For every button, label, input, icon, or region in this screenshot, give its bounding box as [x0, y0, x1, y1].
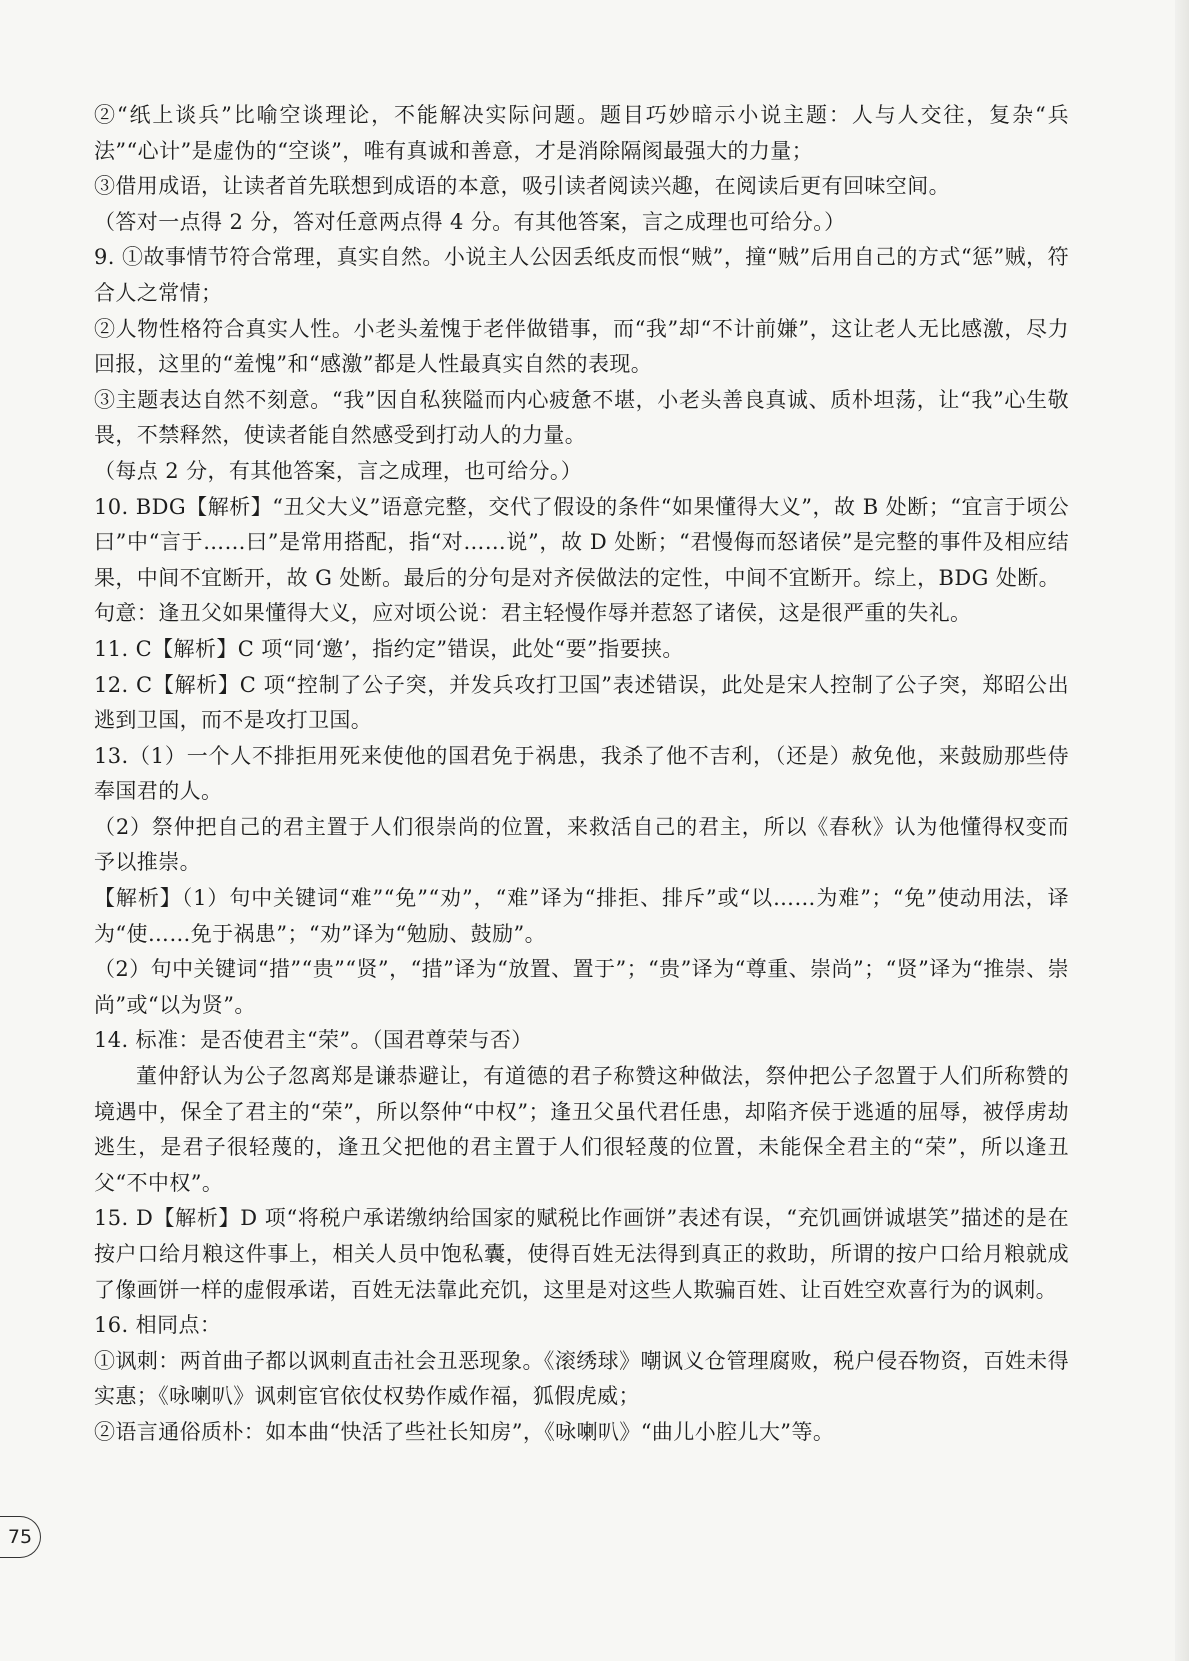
- answer-paragraph: 15. D【解析】D 项“将税户承诺缴纳给国家的赋税比作画饼”表述有误，“充饥画饼诚堪笑”描述的是在按户口给月粮这件事上，相关人员中饱私囊，使得百姓无法得到真正的救助，所谓的按户口给月粮就成了像画饼一样的虚假承诺，百姓无法靠此充饥，这里是对这些人欺骗百姓、让百姓空欢喜行为的讽刺。: [94, 1206, 1069, 1302]
- answer-paragraph: 10. BDG【解析】“丑父大义”语意完整，交代了假设的条件“如果懂得大义”，故 B 处断；“宜言于顷公曰”中“言于……曰”是常用搭配，指“对……说”，故 D 处断；“君慢侮而怒诸侯”是完整的事件及相应结果，中间不宜断开，故 G 处断。最后的分句是对齐侯做法的定性，中间不宜断开。综上，BDG 处断。: [94, 494, 1069, 590]
- answer-paragraph: （2）祭仲把自己的君主置于人们很崇尚的位置，来救活自己的君主，所以《春秋》认为他懂得权变而予以推崇。: [94, 814, 1069, 875]
- answer-paragraph: 董仲舒认为公子忽离郑是谦恭避让，有道德的君子称赞这种做法，祭仲把公子忽置于人们所称赞的境遇中，保全了君主的“荣”，所以祭仲“中权”；逢丑父虽代君任患，却陷齐侯于逃遁的屈辱，被俘虏劫逃生，是君子很轻蔑的，逢丑父把他的君主置于人们很轻蔑的位置，未能保全君主的“荣”，所以逢丑父“不中权”。: [94, 1064, 1069, 1195]
- answer-paragraph: ②语言通俗质朴：如本曲“快活了些社长知房”，《咏喇叭》“曲儿小腔儿大”等。: [94, 1419, 835, 1444]
- answer-paragraph: 12. C【解析】C 项“控制了公子突，并发兵攻打卫国”表述错误，此处是宋人控制了公子突，郑昭公出逃到卫国，而不是攻打卫国。: [94, 672, 1069, 733]
- answer-paragraph: ③主题表达自然不刻意。“我”因自私狭隘而内心疲惫不堪，小老头善良真诚、质朴坦荡，让“我”心生敬畏，不禁释然，使读者能自然感受到打动人的力量。: [94, 387, 1069, 448]
- page-number: 75: [0, 1516, 41, 1558]
- answer-paragraph: ②人物性格符合真实人性。小老头羞愧于老伴做错事，而“我”却“不计前嫌”，这让老人无比感激，尽力回报，这里的“羞愧”和“感激”都是人性最真实自然的表现。: [94, 316, 1069, 377]
- answer-paragraph: ②“纸上谈兵”比喻空谈理论，不能解决实际问题。题目巧妙暗示小说主题：人与人交往，复杂“兵法”“心计”是虚伪的“空谈”，唯有真诚和善意，才是消除隔阂最强大的力量；: [94, 103, 1069, 163]
- answer-paragraph: 11. C【解析】C 项“同‘邀’，指约定”错误，此处“要”指要挟。: [94, 636, 684, 661]
- answer-paragraph: 句意：逢丑父如果懂得大义，应对顷公说：君主轻慢作辱并惹怒了诸侯，这是很严重的失礼。: [94, 601, 972, 626]
- answer-paragraph: 9. ①故事情节符合常理，真实自然。小说主人公因丢纸皮而恨“贼”，撞“贼”后用自己的方式“惩”贼，符合人之常情；: [94, 245, 1069, 305]
- answer-paragraph: （2）句中关键词“措”“贵”“贤”，“措”译为“放置、置于”；“贵”译为“尊重、崇尚”；“贤”译为“推崇、崇尚”或“以为贤”。: [94, 957, 1069, 1017]
- scoring-note: （答对一点得 2 分，答对任意两点得 4 分。有其他答案，言之成理也可给分。）: [94, 209, 846, 234]
- answer-paragraph: ③借用成语，让读者首先联想到成语的本意，吸引读者阅读兴趣，在阅读后更有回味空间。: [94, 174, 950, 199]
- answer-paragraph: 14. 标准：是否使君主“荣”。（国君尊荣与否）: [94, 1028, 533, 1053]
- answer-paragraph: 16. 相同点：: [94, 1313, 222, 1338]
- page-edge: [1175, 0, 1189, 1661]
- answer-paragraph: 13.（1）一个人不排拒用死来使他的国君免于祸患，我杀了他不吉利，（还是）赦免他，来鼓励那些侍奉国君的人。: [94, 743, 1069, 804]
- answer-text-body: [94, 98, 1069, 1451]
- answer-paragraph: ①讽刺：两首曲子都以讽刺直击社会丑恶现象。《滚绣球》嘲讽义仓管理腐败，税户侵吞物资，百姓未得实惠；《咏喇叭》讽刺宦官依仗权势作威作福，狐假虎威；: [94, 1348, 1069, 1409]
- scoring-note: （每点 2 分，有其他答案，言之成理，也可给分。）: [94, 458, 583, 483]
- answer-paragraph: 【解析】（1）句中关键词“难”“免”“劝”，“难”译为“排拒、排斥”或“以……为难”；“免”使动用法，译为“使……免于祸患”；“劝”译为“勉励、鼓励”。: [94, 886, 1069, 946]
